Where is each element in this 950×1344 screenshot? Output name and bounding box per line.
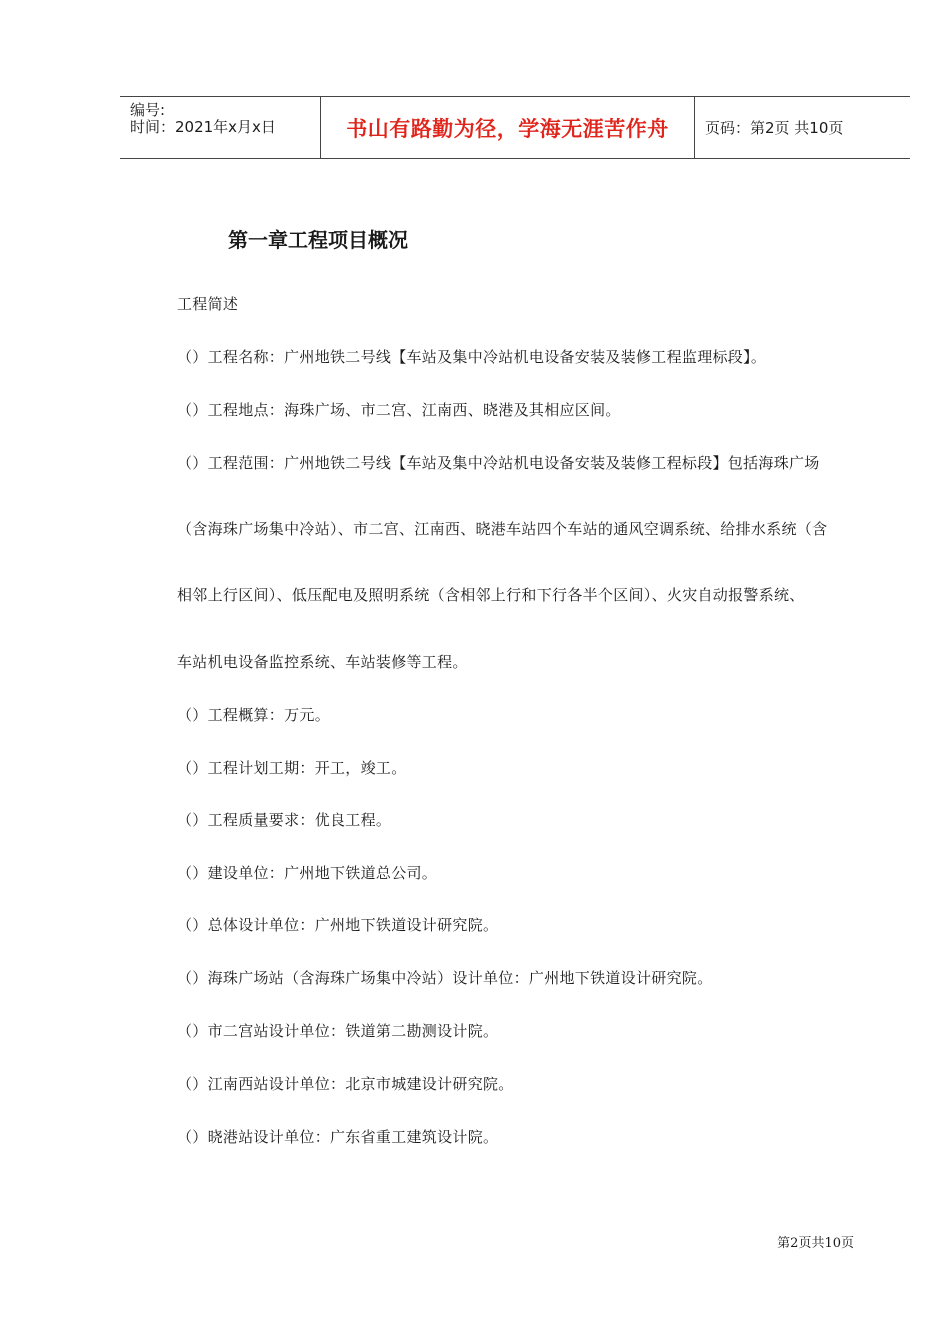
paragraph-line: （）工程质量要求：优良工程。 <box>177 811 392 829</box>
paragraph-line: 相邻上行区间）、低压配电及照明系统（含相邻上行和下行各半个区间）、火灾自动报警系统、 <box>177 586 805 604</box>
header-meta <box>120 97 321 158</box>
time-label: 时间：2021年x月x日 <box>130 118 276 136</box>
code-label: 编号: <box>130 101 166 119</box>
paragraph-line: 工程简述 <box>177 295 239 313</box>
paragraph-line: （）工程地点：海珠广场、市二宫、江南西、晓港及其相应区间。 <box>177 401 621 419</box>
paragraph-line: （）市二宫站设计单位：铁道第二勘测设计院。 <box>177 1022 499 1040</box>
paragraph-line: 车站机电设备监控系统、车站装修等工程。 <box>177 653 468 671</box>
paragraph-line: （）晓港站设计单位：广东省重工建筑设计院。 <box>177 1128 499 1146</box>
paragraph-line: （）海珠广场站（含海珠广场集中冷站）设计单位：广州地下铁道设计研究院。 <box>177 969 713 987</box>
paragraph-line: （含海珠广场集中冷站）、市二宫、江南西、晓港车站四个车站的通风空调系统、给排水系统（含 <box>177 520 828 538</box>
paragraph-line: （）工程范围：广州地铁二号线【车站及集中冷站机电设备安装及装修工程标段】包括海珠广场 <box>177 454 820 472</box>
paragraph-line: （）江南西站设计单位：北京市城建设计研究院。 <box>177 1075 514 1093</box>
paragraph-line: （）总体设计单位：广州地下铁道设计研究院。 <box>177 916 499 934</box>
chapter-title: 第一章工程项目概况 <box>228 228 408 252</box>
header-page-info: 页码：第2页 共10页 <box>705 119 844 137</box>
page-footer: 第2页共10页 <box>777 1236 854 1251</box>
header-motto: 书山有路勤为径，学海无涯苦作舟 <box>321 97 695 158</box>
paragraph-line: （）工程概算：万元。 <box>177 706 331 724</box>
paragraph-line: （）工程名称：广州地铁二号线【车站及集中冷站机电设备安装及装修工程监理标段】。 <box>177 348 767 366</box>
paragraph-line: （）工程计划工期：开工，竣工。 <box>177 759 407 777</box>
paragraph-line: （）建设单位：广州地下铁道总公司。 <box>177 864 438 882</box>
document-header <box>120 96 910 159</box>
